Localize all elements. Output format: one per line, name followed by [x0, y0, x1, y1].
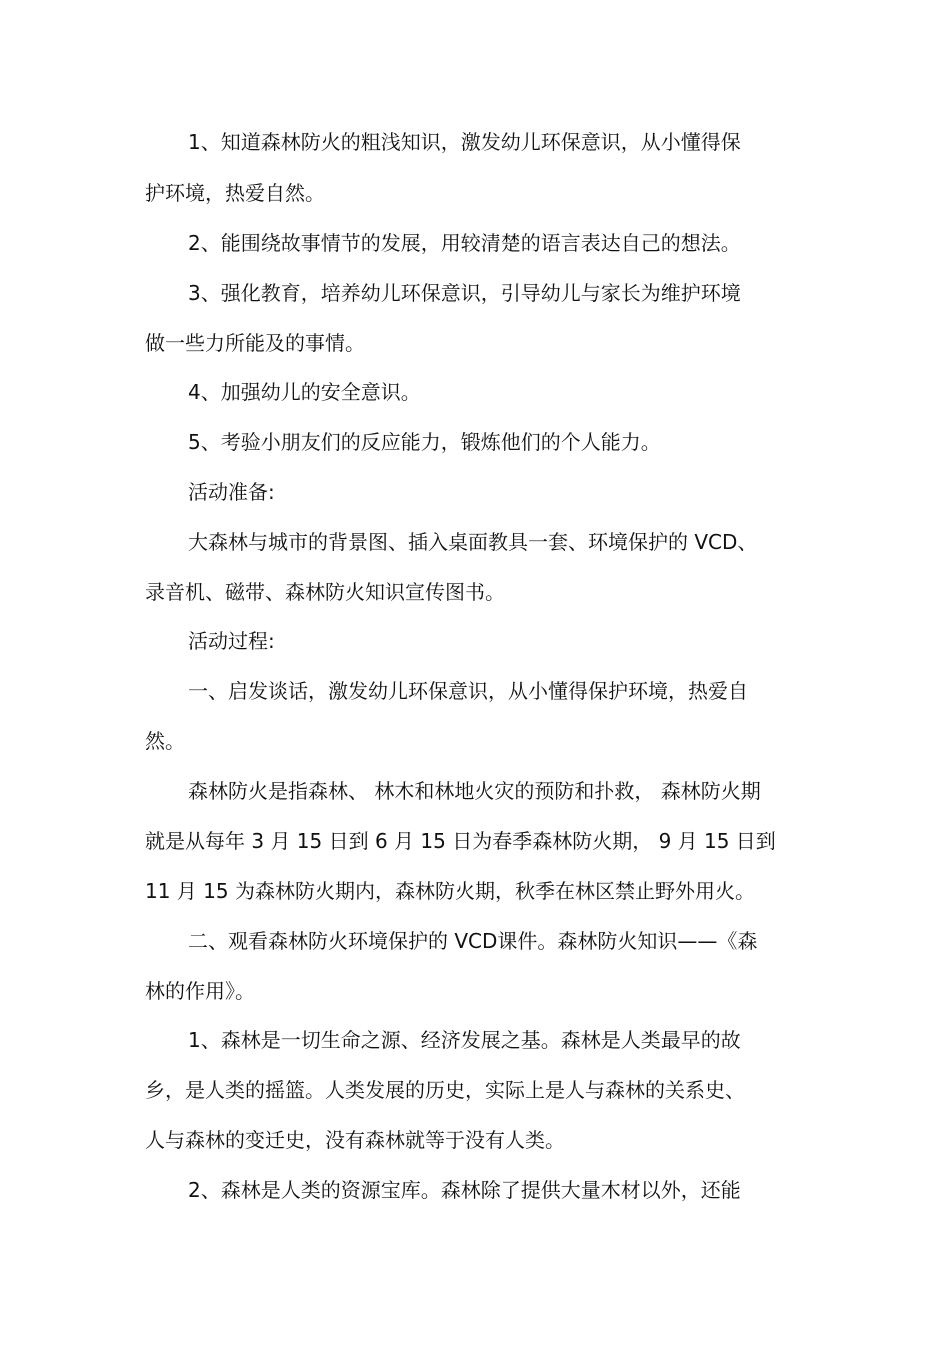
- step-2-heading-line-1: 二、观看森林防火环境保护的 VCD课件。森林防火知识——《森: [188, 929, 758, 953]
- fire-prevention-paragraph-line-3: 11 月 15 为森林防火期内，森林防火期，秋季在林区禁止野外用火。: [145, 879, 755, 903]
- objective-2: 2、能围绕故事情节的发展，用较清楚的语言表达自己的想法。: [188, 231, 741, 255]
- objective-1-line-1: 1、知道森林防火的粗浅知识，激发幼儿环保意识，从小懂得保: [188, 130, 741, 154]
- section-heading-process: 活动过程:: [188, 629, 275, 653]
- preparation-line-2: 录音机、磁带、森林防火知识宣传图书。: [145, 580, 505, 604]
- objective-3-line-2: 做一些力所能及的事情。: [145, 331, 365, 355]
- step-1-heading-line-2: 然。: [145, 729, 185, 753]
- step-1-heading-line-1: 一、启发谈话，激发幼儿环保意识，从小懂得保护环境，热爱自: [188, 679, 748, 703]
- preparation-line-1: 大森林与城市的背景图、插入桌面教具一套、环境保护的 VCD、: [188, 530, 758, 554]
- forest-role-2-line-1: 2、森林是人类的资源宝库。森林除了提供大量木材以外，还能: [188, 1178, 741, 1202]
- objective-4: 4、加强幼儿的安全意识。: [188, 380, 421, 404]
- forest-role-1-line-2: 乡，是人类的摇篮。人类发展的历史，实际上是人与森林的关系史、: [145, 1078, 745, 1102]
- objective-1-line-2: 护环境，热爱自然。: [145, 181, 325, 205]
- step-2-heading-line-2: 林的作用》。: [145, 979, 255, 1003]
- forest-role-1-line-1: 1、森林是一切生命之源、经济发展之基。森林是人类最早的故: [188, 1028, 741, 1052]
- forest-role-1-line-3: 人与森林的变迁史，没有森林就等于没有人类。: [145, 1128, 565, 1152]
- objective-3-line-1: 3、强化教育，培养幼儿环保意识，引导幼儿与家长为维护环境: [188, 281, 741, 305]
- fire-prevention-paragraph-line-2: 就是从每年 3 月 15 日到 6 月 15 日为春季森林防火期， 9 月 15 日到: [145, 829, 776, 853]
- objective-5: 5、考验小朋友们的反应能力，锻炼他们的个人能力。: [188, 430, 661, 454]
- fire-prevention-paragraph-line-1: 森林防火是指森林、 林木和林地火灾的预防和扑救， 森林防火期: [188, 779, 761, 803]
- section-heading-preparation: 活动准备:: [188, 480, 275, 504]
